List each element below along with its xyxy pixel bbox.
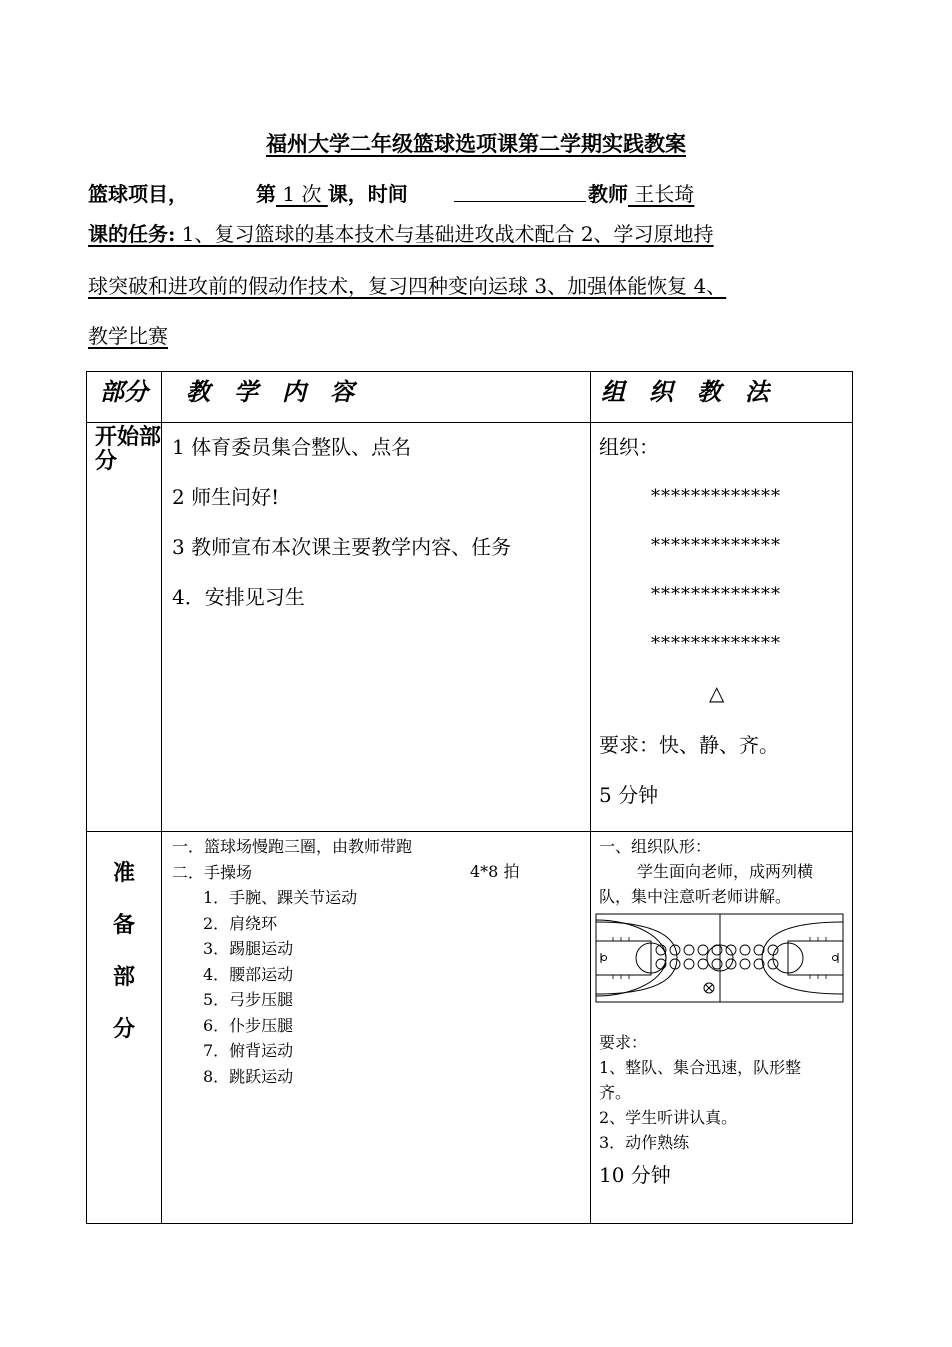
exercise-item: 3．踢腿运动 (203, 939, 294, 958)
requirement: 要求：快、静、齐。 (599, 733, 779, 757)
basketball-court-diagram (595, 912, 845, 1004)
beat-count: 4*8 拍 (470, 862, 520, 881)
task-label: 课的任务: (88, 222, 176, 246)
document-title: 福州大学二年级篮球选项课第二学期实践教案 (266, 131, 686, 156)
req-item: 1、整队、集合迅速，队形整 (599, 1058, 802, 1077)
section-organization-prepare (591, 832, 853, 1224)
org-label: 组织： (599, 435, 659, 459)
content-item: 1 体育委员集合整队、点名 (172, 435, 412, 459)
task-line-2: 球突破和进攻前的假动作技术，复习四种变向运球 3、加强体能恢复 4、 (88, 274, 727, 298)
req-item: 齐。 (599, 1083, 632, 1102)
content-item: 一．篮球场慢跑三圈，由教师带跑 (172, 837, 413, 856)
exercise-item: 1．手腕、踝关节运动 (203, 888, 358, 907)
content-item: 3 教师宣布本次课主要教学内容、任务 (172, 535, 512, 559)
formation-row: ************* (651, 584, 781, 605)
table-row (87, 423, 853, 832)
section-label-start: 开始部分 (87, 423, 162, 832)
project-label: 篮球项目， (88, 182, 188, 206)
table-row (87, 832, 853, 1224)
formation-row: ************* (651, 486, 781, 507)
header-section: 部分 (87, 372, 162, 423)
req-item: 2、学生听讲认真。 (599, 1108, 738, 1127)
task-line-3: 教学比赛 (88, 324, 168, 348)
org-title: 一、组织队形： (599, 837, 712, 856)
org-desc: 学生面向老师，成两列横 (637, 862, 814, 881)
teacher-position-icon: △ (709, 681, 725, 705)
formation-row: ************* (651, 535, 781, 556)
duration: 10 分钟 (599, 1163, 671, 1187)
lesson-number: 第 1 次 课，时间 (256, 182, 408, 206)
section-organization-start (591, 423, 853, 832)
exercise-item: 7．俯背运动 (203, 1041, 294, 1060)
header-content: 教 学 内 容 (162, 372, 591, 423)
exercise-item: 6．仆步压腿 (203, 1015, 294, 1035)
content-item: 4．安排见习生 (172, 585, 305, 609)
section-label-prepare: 准 备 部 分 (87, 832, 162, 1224)
exercise-item: 5．弓步压腿 (203, 990, 294, 1009)
lesson-info-line (88, 178, 888, 208)
task-line-1: 课的任务: 1、复习篮球的基本技术与基础进攻战术配合 2、学习原地持 (88, 222, 714, 246)
section-content-prepare (162, 832, 591, 1224)
formation-row: ************* (651, 633, 781, 654)
header-organization: 组 织 教 法 (591, 372, 853, 423)
exercise-item: 4．腰部运动 (203, 964, 294, 984)
org-desc: 队，集中注意听老师讲解。 (599, 887, 792, 906)
exercise-item: 8．跳跃运动 (203, 1066, 294, 1086)
req-title: 要求： (599, 1033, 648, 1052)
duration: 5 分钟 (599, 783, 659, 807)
section-content-start (162, 423, 591, 832)
req-item: 3．动作熟练 (599, 1133, 690, 1152)
teacher: 教师 王长琦 (588, 182, 695, 206)
time-blank (454, 178, 586, 202)
table-header-row (87, 372, 853, 423)
lesson-plan-table (86, 371, 853, 1224)
content-item: 2 师生问好! (172, 485, 280, 509)
content-item: 二．手操场 (172, 862, 253, 882)
exercise-item: 2．肩绕环 (203, 913, 278, 933)
